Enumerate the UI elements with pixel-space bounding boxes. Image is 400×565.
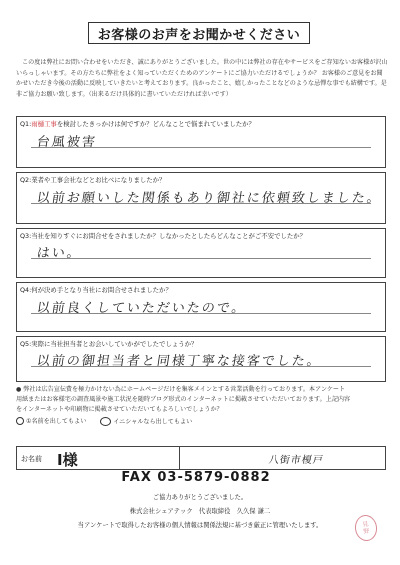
question-1-box	[16, 116, 386, 168]
question-2-label: Q2:業者や工事会社などとお比べになりましたか？	[20, 176, 166, 184]
publication-notice: ● 弊社は広告宣伝費を極力かけない為にホームページだけを集客メインとする営業活動を行っております。本アンケート 用紙またはお客様宅の調査風景や施工状況を随時ブログ形式のインターネットに掲載させていただいております。上記内容 をインターネットや印刷物に掲載させていただいてもよろしいでしょうか？ ①名前を出してもよい イニシャルなら出してもよい	[16, 385, 386, 440]
survey-title: お客様のお声をお聞かせください	[88, 22, 310, 44]
question-1-label: Q1:雨樋工事を検討したきっかけは何ですか？どんなことで悩まれていましたか？	[20, 120, 255, 128]
question-2-box	[16, 172, 386, 224]
name-label: お名前	[21, 455, 42, 463]
checkbox-circle-icon	[16, 417, 24, 425]
option-name-ok[interactable]: ①名前を出してもよい	[16, 417, 86, 427]
thanks-line: ご協力ありがとうございました。	[152, 494, 248, 501]
question-4-answer: 以前良くしていただいたので。	[35, 301, 248, 316]
seal-stamp: 見 野	[353, 514, 378, 543]
name-value: I様	[57, 451, 78, 469]
question-4-label: Q4:何が決め手となり当社にお問合せされましたか？	[20, 286, 172, 294]
intro-text: この度は弊社にお問い合わせをいただき、誠にありがとうございました。世の中には弊社の存在やサービスをご存知ないお客様が沢山いらっしゃいます。その方たちに弊社をよく知っていただくためのアンケートにご協力いただけるでしょうか？ お客様のご意見をお聞かせいただき今後の活動に反映していきたいと考えております。良かったこと、嬉しかったことなどのような忌憚な事でも結構です。是非ご協力お願い致します。（出来るだけ具体的に書いていただければ幸いです）	[16, 59, 388, 98]
question-3-box	[16, 228, 386, 278]
privacy-line: 当アンケートで取得したお客様の個人情報は関係法規に基づき厳正に管理いたします。	[77, 522, 323, 529]
question-3-answer: はい。	[35, 246, 83, 261]
question-4-box	[16, 282, 386, 332]
question-5-label: Q5:実際に当社担当者とお会いしていかがでしたでしょうか？	[20, 340, 198, 348]
option-initial-ok[interactable]: イニシャルなら出してもよい	[100, 417, 192, 428]
name-field	[16, 446, 386, 470]
question-5-answer: 以前の御担当者と同様丁寧な接客でした。	[35, 354, 323, 369]
fax-number: FAX 03-5879-0882	[121, 470, 271, 485]
question-1-answer: 台風被害	[35, 135, 98, 150]
address-handwritten: 八街市榎戸	[267, 455, 325, 466]
company-line: 株式会社シェアテック 代表取締役 久久保 謙二	[129, 508, 271, 515]
selected-circle-icon	[100, 417, 111, 426]
question-5-box	[16, 336, 386, 382]
question-3-label: Q3:当社を知りすぐにお問合せをされましたか？しなかったとしたらどんなことがご不安でしたか？	[20, 232, 307, 240]
question-2-answer: 以前お願いした関係もあり御社に依頼致しました。	[35, 191, 383, 206]
